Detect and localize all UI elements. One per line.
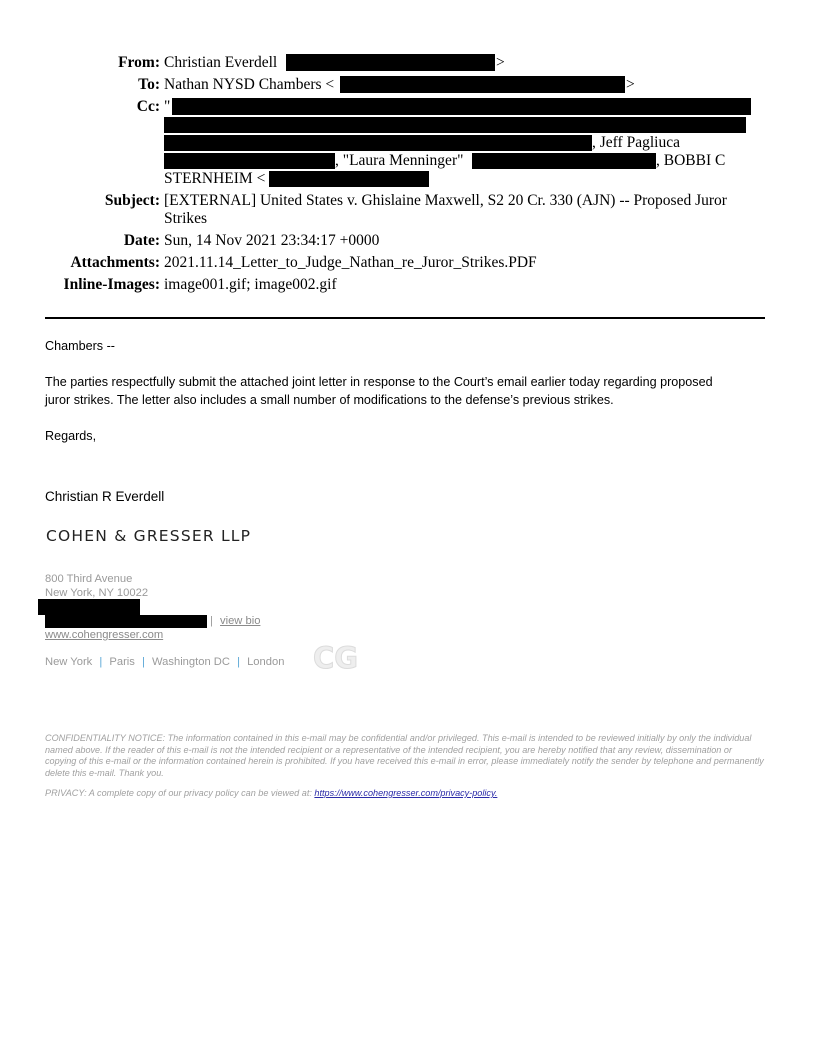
date-label: Date: [123,232,160,249]
office-separator: | [237,656,240,668]
redaction-block [286,54,495,71]
to-value: Nathan NYSD Chambers < [164,76,335,93]
redaction-block [164,117,746,133]
attachment-filename[interactable]: 2021.11.14_Letter_to_Judge_Nathan_re_Juror_Strikes.PDF [164,254,537,271]
cc-open-quote: " [164,98,171,115]
attachments-label: Attachments: [70,254,160,271]
body-paragraph-line-1: The parties respectfully submit the attached joint letter in response to the Court’s email earlier today regarding proposed [45,375,713,389]
view-bio-link[interactable]: view bio [220,615,261,627]
redaction-block [164,153,335,169]
logo-text: CG [313,641,359,674]
redaction-block [164,135,592,151]
closing: Regards, [45,429,97,443]
inline-images-value: image001.gif; image002.gif [164,276,337,293]
subject-line-1: [EXTERNAL] United States v. Ghislaine Maxwell, S2 20 Cr. 330 (AJN) -- Proposed Juror [164,192,727,209]
cc-name-menninger: , "Laura Menninger" [335,152,464,169]
privacy-prefix: PRIVACY: A complete copy of our privacy policy can be viewed at: [45,788,312,798]
confidentiality-notice: CONFIDENTIALITY NOTICE: The information contained in this e-mail may be confidential and/or privileged. This e-mail is intended to be reviewed initially by only the individual named above. If the reader of this e-mail is not the intended recipient or a representative of the intended recipient, you are hereby notified that any review, dissemination or copying of this e-mail or the information contained herein is prohibited. If you have received this e-mail in error, please immediately notify the sender by telephone and permanently delete this e-mail. Thank you. [45,733,764,778]
redaction-block [340,76,625,93]
subject-label: Subject: [104,192,160,209]
from-label: From: [118,54,160,71]
from-value: Christian Everdell [164,54,278,71]
cc-name-pagliuca: , Jeff Pagliuca [592,134,680,151]
greeting: Chambers -- [45,339,115,353]
office-london: London [247,656,285,668]
address-line-2: New York, NY 10022 [45,587,149,599]
privacy-policy-link[interactable]: https://www.cohengresser.com/privacy-policy. [314,788,498,798]
office-washington: Washington DC [152,656,230,668]
office-separator: | [142,656,145,668]
office-new-york: New York [45,656,93,668]
office-separator: | [99,656,103,668]
redaction-block [45,615,207,628]
body-paragraph-line-2: juror strikes. The letter also includes a small number of modifications to the defense’s previous strikes. [45,393,614,407]
redaction-block [472,153,656,169]
subject-line-2: Strikes [164,210,208,227]
header-divider [45,317,765,319]
to-label: To: [138,76,160,93]
cc-name-bobbi: , BOBBI C [656,152,726,169]
office-list [45,656,284,668]
signature-name: Christian R Everdell [45,489,165,504]
bio-separator: | [210,615,213,627]
to-close: > [626,76,635,93]
date-value: Sun, 14 Nov 2021 23:34:17 +0000 [164,232,380,249]
redaction-block [38,599,140,615]
address-line-1: 800 Third Avenue [45,573,133,585]
privacy-notice [45,788,497,800]
firm-logo [311,640,365,674]
cc-label: Cc: [136,98,160,115]
website-link[interactable]: www.cohengresser.com [45,629,164,641]
redaction-block [269,171,429,187]
office-paris: Paris [109,656,135,668]
redaction-block [172,98,751,115]
firm-name: COHEN & GRESSER LLP [46,527,252,545]
inline-images-label: Inline-Images: [63,276,160,293]
cc-name-sternheim: STERNHEIM < [164,170,266,187]
from-close: > [496,54,505,71]
